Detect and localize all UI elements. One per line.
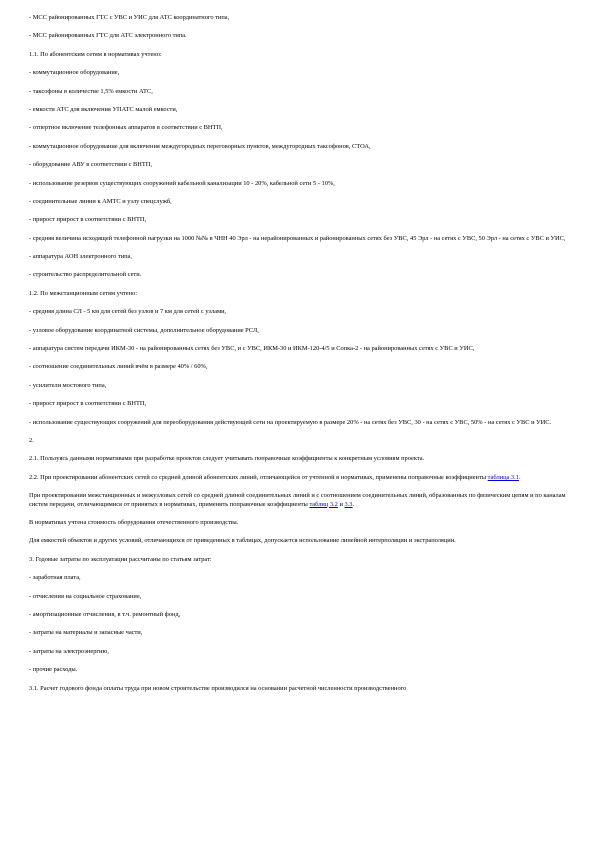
paragraph-text: - затраты на электроэнергию,: [29, 647, 109, 655]
paragraph-text-mid: и: [337, 500, 345, 508]
paragraph-18: [29, 327, 571, 336]
table-link[interactable]: 3.3: [344, 500, 353, 508]
paragraph-text-end: .: [352, 500, 355, 508]
paragraph-text: - амортизационные отчисления, в т.ч. ремонтный фонд,: [29, 611, 181, 618]
paragraph-text: 3. Годовые затраты по эксплуатации рассчитаны по статьям затрат:: [29, 555, 212, 563]
paragraph-text: - отпертное включение телефонных аппаратов в соответствии с ВНТП,: [29, 124, 223, 132]
paragraph-text: 1.1. По абонентским сетям в нормативах учтено:: [29, 50, 162, 58]
paragraph-13: [29, 235, 571, 244]
paragraph-text: - прочие расходы.: [29, 666, 78, 674]
paragraph-text: - соединительные линии к АМТС и узлу спецслужб,: [29, 197, 172, 205]
paragraph-25: [29, 455, 571, 464]
paragraph-text: - использование резервов существующих сооружений кабельной канализации 10 - 20%, кабельной сети 5 - 10%,: [29, 179, 335, 187]
paragraph-text: - МСС районированных ГТС с УВС и УИС для АТС координатного типа,: [29, 14, 230, 21]
paragraph-27: [29, 492, 571, 509]
paragraph-text: 2.1. Пользуясь данными нормативами при разработке проектов следует учитывать поправочные коэффициенты к конкретным условиям проекта.: [29, 455, 425, 463]
paragraph-17: [29, 308, 571, 317]
paragraph-text: - соотношение соединительных линий вчём в размере 40% / 60%,: [29, 363, 208, 371]
paragraph-23: [29, 419, 571, 428]
paragraph-text: При проектировании межстанционных и межузловых сетей со средней длиной соединительных линий и с соотношением соединительных линий, образованных по физическим цепям и по каналам систем передачи, отличающимися от принятых в нормативах, применить поправочные коэффициенты: [29, 492, 566, 508]
paragraph-3: [29, 51, 571, 60]
paragraph-text: - использование существующих сооружений для переоборудования действующей сети на проектируемую в размере 20% - на сетях без УВС, 30 - на сетях с УВС, 50% - на сетях с УВС и УИС.: [29, 418, 552, 426]
paragraph-9: [29, 161, 571, 170]
paragraph-36: [29, 666, 571, 675]
paragraph-33: [29, 611, 571, 620]
paragraph-37: [29, 685, 571, 694]
paragraph-text-end: .: [518, 473, 521, 481]
paragraph-28: [29, 519, 571, 528]
paragraph-text: 2.2. При проектировании абонентских сетей со средней длиной абонентских линий, отличающейся от учтенной в нормативах, применены поправочные коэффициенты: [29, 473, 488, 481]
paragraph-text: - коммутационное оборудование для включения междугородных переговорных пунктов, междугородных таксофонов, СТОА,: [29, 142, 371, 150]
paragraph-text: - МСС районированных ГТС для АТС электронного типа.: [29, 32, 187, 40]
paragraph-16: [29, 290, 571, 299]
paragraph-34: [29, 629, 571, 638]
paragraph-text: Для емкостей объектов и других условий, отличающихся от приведенных в таблицах, допускается использование линейной интерполяции и экстраполяции.: [29, 537, 456, 545]
paragraph-6: [29, 106, 571, 115]
paragraph-29: [29, 537, 571, 546]
paragraph-text: - таксофоны в количестве 1,5% емкости АТС,: [29, 87, 153, 95]
paragraph-20: [29, 363, 571, 372]
table-link[interactable]: таблица 3.1: [487, 473, 519, 481]
paragraph-text: 1.2. По межстанционным сетям учтено:: [29, 289, 138, 297]
paragraph-text: - затраты на материалы и запасные части,: [29, 629, 143, 637]
paragraph-text: - оборудование АВУ в соответствии с ВНТП,: [29, 161, 152, 169]
paragraph-12: [29, 216, 571, 225]
paragraph-text: - аппаратура АОН электронного типа,: [29, 253, 132, 261]
paragraph-text: - строительство распределительной сети.: [29, 271, 142, 279]
paragraph-text: - емкости АТС для включения УПАТС малой емкости,: [29, 105, 178, 113]
paragraph-8: [29, 143, 571, 152]
paragraph-text: - заработная плата,: [29, 574, 81, 582]
paragraph-10: [29, 180, 571, 189]
paragraph-26: [29, 474, 571, 483]
paragraph-1: [29, 14, 571, 23]
paragraph-text: - средняя длина СЛ - 5 км для сетей без узлов и 7 км для сетей с узлами,: [29, 308, 227, 316]
document-body: [29, 14, 571, 693]
paragraph-31: [29, 574, 571, 583]
paragraph-text: 3.1. Расчет годового фонда оплаты труда при новом строительстве производился на основании расчетной численности производственного: [29, 684, 407, 692]
paragraph-30: [29, 556, 571, 565]
paragraph-5: [29, 88, 571, 97]
paragraph-4: [29, 69, 571, 78]
paragraph-text: - усилители мостового типа,: [29, 381, 107, 389]
paragraph-text: - прирост прирост в соответствии с ВНТП,: [29, 216, 147, 224]
paragraph-21: [29, 382, 571, 391]
paragraph-14: [29, 253, 571, 262]
paragraph-24: [29, 437, 571, 446]
table-link[interactable]: таблиц 3.2: [309, 500, 338, 508]
paragraph-35: [29, 648, 571, 657]
paragraph-text: 2.: [29, 436, 34, 444]
paragraph-text: - средняя величина исходящей телефонной нагрузки на 1000 №№ в ЧНН 40 Эрл - на нерайонированных и районированных сетях без УВС, 45 Эрл - на сетях с УВС, 50 Эрл - на сетях с УВС и УИС,: [29, 234, 566, 242]
paragraph-text: - узловое оборудование координатной системы, дополнительное оборудование РСЛ,: [29, 326, 259, 334]
paragraph-text: - коммутационное оборудование,: [29, 69, 120, 77]
paragraph-text: - прирост прирост в соответствии с ВНТП,: [29, 400, 147, 408]
paragraph-text: В нормативах учтена стоимость оборудования отечественного производства.: [29, 519, 239, 527]
paragraph-22: [29, 400, 571, 409]
paragraph-2: [29, 32, 571, 41]
paragraph-7: [29, 124, 571, 133]
paragraph-19: [29, 345, 571, 354]
paragraph-text: - отчисления на социальное страхование,: [29, 592, 142, 600]
paragraph-text: - аппаратура систем передачи ИКМ-30 - на районированных сетях без УВС, и с УВС, ИКМ-30 и ИКМ-120-4/5 и Сопка-2 - на районированных сетях с УВС и УИС,: [29, 345, 475, 353]
paragraph-15: [29, 271, 571, 280]
paragraph-32: [29, 593, 571, 602]
paragraph-11: [29, 198, 571, 207]
